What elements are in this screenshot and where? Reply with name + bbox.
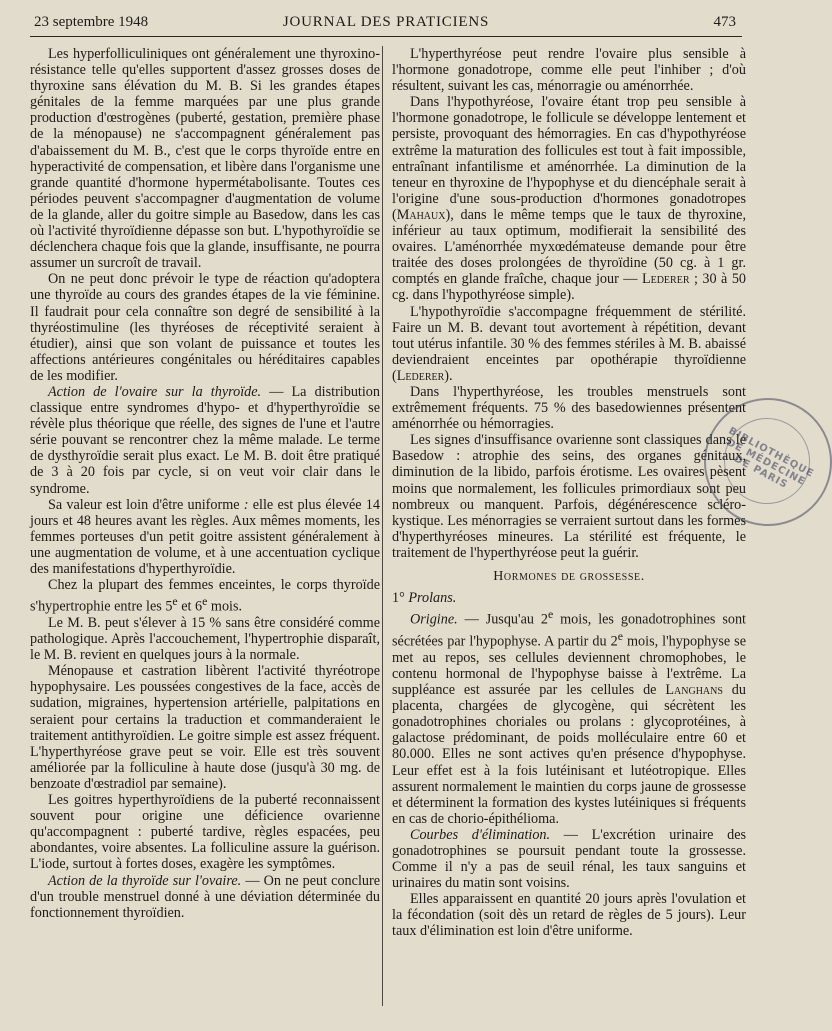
left-column xyxy=(30,46,380,921)
header-page-number: 473 xyxy=(713,14,736,30)
paragraph: Les signes d'insuffisance ovarienne sont classiques dans le Basedow : atrophie des seins, des organes génitaux, diminution de la libido, parfois érotisme. Les ovaires pèsent moins que normalement, les follicules primordiaux sont peu nombreux ou manquent. Parfois, dégénérescence scléro-kystique. Les ménorragies se verraient surtout dans les formes d'hyperthyréoses mineures. La stérilité est fréquente, le traitement de l'hyperthyréose peut la guérir. xyxy=(392,432,746,561)
paragraph: Les hyperfolliculiniques ont généralement une thyroxino-résistance telle qu'elles supportent d'assez grosses doses de thyroxine sans élévation du M. B. Si les grandes étapes génitales de la femme marquées par une plus grande production d'œstrogènes (puberté, gestation, première phase de la ménopause) ne s'accompagnent généralement pas d'abaissement du M. B., c'est que le corps thyroïde entre en hyperactivité de compensation, et libère dans l'organisme une grande quantité d'hormone hypermétabolisante. Toutes ces périodes peuvent s'accompagner d'augmentation de volume de la glande, aller du goitre simple au Basedow, dans les cas où l'activité thyroïdienne dépasse son but. L'hypothyroïdie se déclenchera chaque fois que la glande, insuffisante, ne pourra assumer un surcroît de travail. xyxy=(30,46,380,272)
paragraph xyxy=(392,827,746,891)
paragraph-text: — L'excrétion urinaire des gonadotrophines se poursuit pendant toute la grossesse. Comme il n'y a pas de seuil rénal, les taux sanguins et urinaires du matin sont voisins. xyxy=(392,826,747,892)
author-name: Langhans xyxy=(665,682,723,699)
superscript: e xyxy=(172,594,178,609)
header-journal-title: JOURNAL DES PRATICIENS xyxy=(282,14,490,30)
paragraph xyxy=(30,577,380,615)
paragraph-text: Dans l'hypothyréose, l'ovaire étant trop peu sensible à l'hormone gonadotrope, le follicule se développe lentement et persiste, provoquant des hémorragies. En cas d'hypothyréose extrême la maturation des follicules est tout à fait impossible, entraînant infantilisme et aménorrhée. La diminution de la teneur en thyroxine de l'hypophyse et du diencéphale serait à l'origine d'une sous-production d'hormones gonadotropes ( xyxy=(392,94,746,223)
paragraph: Les goitres hyperthyroïdiens de la puberté reconnaissent souvent pour origine une déficience ovarienne qu'accompagnent : puberté tardive, règles espacées, peu abondantes, voire absentes. La folliculine assure la guérison. L'iode, surtout à fortes doses, exagère les symptômes. xyxy=(30,792,380,873)
paragraph xyxy=(30,497,380,577)
paragraph-text: mois. xyxy=(207,598,243,615)
paragraph-text: et 6 xyxy=(177,598,203,615)
paragraph-text: Sa valeur est loin d'être uniforme xyxy=(48,496,244,513)
paragraph-text: elle est plus élevée 14 jours et 48 heures avant les règles. Aux mêmes moments, les femmes porteuses d'un petit goitre assistent généralement à une augmentation de volume, et à une accentuation cyclique des manifestations d'hyperthyroïdie. xyxy=(30,496,380,577)
paragraph-text: ), dans le même temps que le taux de thyroxine, inférieur au taux optimum, modifierait la sensibilité des ovaires. L'aménorrhée myxœdémateuse demande pour être traitée des doses prolongées de thyroïdine (50 cg. à 1 gr. comptés en glande fraîche, chaque jour — xyxy=(392,206,746,288)
paragraph-heading: Action de la thyroïde sur l'ovaire. xyxy=(48,872,242,889)
paragraph-text: — Jusqu'au 2 xyxy=(457,611,548,628)
paragraph: Le M. B. peut s'élever à 15 % sans être considéré comme pathologique. Après l'accouchement, l'hypertrophie disparaît, le M. B. revient en quelques jours à la normale. xyxy=(30,615,380,664)
paragraph-text: — La distribution classique entre syndromes d'hypo- et d'hyperthyroïdie se révèle plus théorique que réelle, des signes de l'une et l'autre série pouvant se rencontrer chez la même malade. Le terme de dysthyroïdie serait plus exact. Le M. B. doit être pratiqué de 3 à 20 fois par cycle, si on veut voir clair dans le syndrome. xyxy=(30,383,380,497)
paragraph-text: : xyxy=(243,496,249,513)
superscript: e xyxy=(547,607,554,622)
paragraph-text: — On ne peut conclure d'un trouble menstruel donné à une déviation déterminée du fonctionnement thyroïdien. xyxy=(30,872,380,921)
author-name: Mahaux xyxy=(396,206,446,223)
subsection-title xyxy=(392,590,746,606)
paragraph xyxy=(392,94,746,303)
paragraph xyxy=(392,304,746,384)
paragraph-text: L'hypothyroïdie s'accompagne fréquemment de stérilité. Faire un M. B. devant tout avortement à répétition, devant tout utérus infantile. 30 % des femmes stériles à M. B. abaissé deviendraient enceintes par opothérapie thyroïdienne ( xyxy=(392,303,746,384)
subsection-number: 1° xyxy=(392,590,409,607)
paragraph-text: ; 30 à 50 cg. dans l'hypothyréose simple). xyxy=(392,271,747,304)
paragraph: Elles apparaissent en quantité 20 jours après l'ovulation et la fécondation (soit dès un retard de règles de 5 jours). Leur taux d'élimination est loin d'être uniforme. xyxy=(392,891,746,940)
page-header xyxy=(30,14,742,37)
paragraph: On ne peut donc prévoir le type de réaction qu'adoptera une thyroïde au cours des grandes étapes de la vie féminine. Il faudrait pour cela connaître son degré de sensibilité à la thyréostimuline (les thyréoses de réceptivité seraient à étudier), ainsi que son volant de puissance et toutes les affections antérieures congénitales ou héréditaires capables de les modifier. xyxy=(30,271,380,384)
paragraph: Dans l'hyperthyréose, les troubles menstruels sont extrêmement fréquents. 75 % des basedowiennes présentent aménorrhée ou hémorragies. xyxy=(392,383,746,433)
section-title: Hormones de grossesse. xyxy=(493,569,645,584)
superscript: e xyxy=(617,629,623,644)
paragraph: Ménopause et castration libèrent l'activité thyréotrope hypophysaire. Les poussées congestives de la face, accès de sudation, migraines, hypertension artérielle, palpitations en seraient pour certains la traduction et commanderaient le traitement antithyroïdien. Le goitre simple est assez fréquent. L'hyperthyréose grave peut se voir. Elle est très souvent améliorée par la folliculine à haute dose (jusqu'à 30 mg. de benzoate d'œstradiol par semaine). xyxy=(30,663,380,792)
subsection-heading: Prolans. xyxy=(408,590,457,607)
author-name: Lederer xyxy=(641,271,690,288)
paragraph xyxy=(30,873,380,921)
paragraph-text: Chez la plupart des femmes enceintes, le corps thyroïde s'hypertrophie entre les 5 xyxy=(30,577,380,615)
stamp-text: BIBLIOTHÈQUE DE MÉDECINE DE PARIS xyxy=(724,425,816,492)
paragraph: L'hyperthyréose peut rendre l'ovaire plus sensible à l'hormone gonadotrope, comme elle peut l'inhiber ; d'où résultent, suivant les cas, ménorragie ou aménorrhée. xyxy=(392,46,746,95)
paragraph-heading: Courbes d'élimination. xyxy=(410,826,551,843)
paragraph xyxy=(392,606,746,827)
column-divider xyxy=(382,46,383,1006)
paragraph-heading: Origine. xyxy=(410,611,458,628)
library-stamp xyxy=(704,398,832,526)
superscript: e xyxy=(202,594,208,609)
paragraph-heading: Action de l'ovaire sur la thyroïde. xyxy=(48,383,262,400)
right-column xyxy=(392,46,746,940)
paragraph-text: du placenta, chargées de glycogène, qui sécrètent les gonadotrophines choriales ou prolans : glycoprotéines, à galactose prédominant, de poids molléculaire entre 60 et 80.000. Elles ne sont actives qu'en présence d'hypophyse. Leur effet est à la fois lutéinisant et lutéotropique. Elles assurent normalement le maintien du corps jaune de grossesse et déterminent la formation des kystes lutéiniques si fréquents en cas de chorio-épithélioma. xyxy=(392,682,746,827)
author-name: Lederer xyxy=(396,367,445,384)
paragraph-text: ). xyxy=(444,367,453,384)
paragraph-text: mois, l'hypophyse se met au repos, ses cellules deviennent chromophobes, le contenu hormonal de l'hypophyse baisse à l'extrême. La suppléance est assurée par les cellules de xyxy=(392,633,746,699)
header-date: 23 septembre 1948 xyxy=(34,14,149,30)
paragraph-text: mois, les gonadotrophines sont sécrétées par l'hypophyse. A partir du 2 xyxy=(392,611,746,650)
paragraph xyxy=(30,384,380,497)
